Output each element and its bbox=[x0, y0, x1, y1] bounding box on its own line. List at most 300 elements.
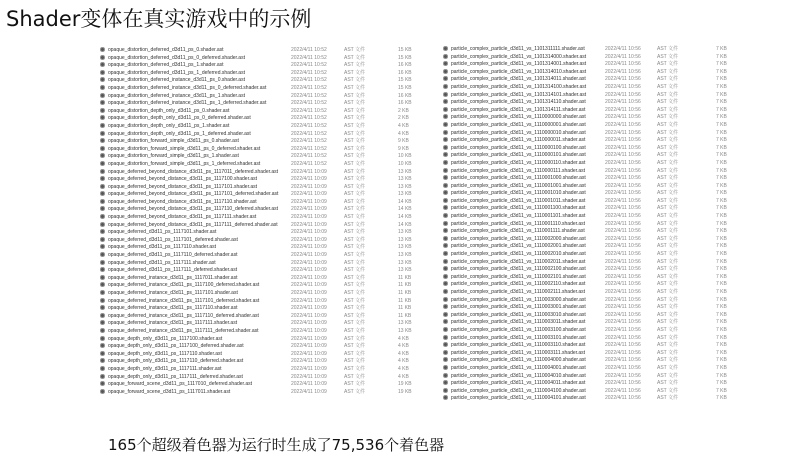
file-name: particle_complex_particle_d3d11_vs_1110002111.shader.ast bbox=[451, 289, 586, 295]
file-size: 13 KB bbox=[398, 259, 412, 266]
file-size: 4 KB bbox=[398, 130, 409, 137]
file-size: 7 KB bbox=[716, 281, 727, 288]
file-row[interactable] bbox=[443, 107, 743, 115]
file-row[interactable] bbox=[100, 100, 420, 108]
file-type: AST 文件 bbox=[657, 319, 679, 326]
file-type: AST 文件 bbox=[657, 137, 679, 144]
file-size: 7 KB bbox=[716, 99, 727, 106]
file-type: AST 文件 bbox=[344, 320, 366, 327]
file-row[interactable] bbox=[443, 373, 743, 381]
file-row[interactable] bbox=[100, 146, 420, 154]
file-date: 2022/4/11 10:52 bbox=[291, 69, 327, 76]
file-row[interactable] bbox=[100, 184, 420, 192]
file-type: AST 文件 bbox=[344, 92, 366, 99]
file-type: AST 文件 bbox=[657, 349, 679, 356]
file-icon bbox=[443, 122, 448, 127]
file-name: opaque_distortion_forward_simple_d3d11_ps_0.shader.ast bbox=[108, 138, 239, 145]
file-name: particle_complex_particle_d3d11_vs_1110000100.shader.ast bbox=[451, 144, 586, 151]
file-name: particle_complex_particle_d3d11_vs_1101311111.shader.ast bbox=[451, 46, 585, 52]
file-row[interactable] bbox=[100, 108, 420, 116]
file-date: 2022/4/11 10:09 bbox=[291, 274, 327, 281]
file-date: 2022/4/11 10:56 bbox=[605, 137, 641, 144]
file-date: 2022/4/11 10:09 bbox=[291, 358, 327, 365]
file-icon bbox=[100, 77, 105, 82]
file-type: AST 文件 bbox=[344, 259, 366, 266]
file-size: 4 KB bbox=[398, 350, 409, 357]
file-size: 7 KB bbox=[716, 53, 727, 60]
file-row[interactable] bbox=[100, 85, 420, 93]
file-name: particle_complex_particle_d3d11_vs_1110001011.shader.ast bbox=[451, 197, 586, 204]
file-name: opaque_distortion_forward_simple_d3d11_ps_1.shader.ast bbox=[108, 153, 239, 160]
file-size: 2 KB bbox=[398, 115, 409, 122]
file-type: AST 文件 bbox=[657, 152, 679, 159]
file-size: 4 KB bbox=[398, 335, 409, 342]
file-row[interactable] bbox=[443, 274, 743, 282]
file-name: opaque_deferred_beyond_distance_d3d11_ps_1117101.shader.ast bbox=[108, 183, 258, 190]
file-type: AST 文件 bbox=[344, 47, 366, 53]
left-file-list bbox=[100, 47, 420, 396]
file-date: 2022/4/11 10:56 bbox=[605, 266, 641, 273]
file-row[interactable] bbox=[100, 336, 420, 344]
file-icon bbox=[100, 374, 105, 379]
file-row[interactable] bbox=[443, 327, 743, 335]
file-row[interactable] bbox=[100, 176, 420, 184]
file-row[interactable] bbox=[100, 358, 420, 366]
file-name: opaque_distortion_deferred_d3d11_ps_0.shader.ast bbox=[108, 47, 224, 53]
file-row[interactable] bbox=[443, 312, 743, 320]
file-name: particle_complex_particle_d3d11_vs_1101314010.shader.ast bbox=[451, 68, 587, 75]
file-date: 2022/4/11 10:09 bbox=[291, 183, 327, 190]
file-name: particle_complex_particle_d3d11_vs_1110004100.shader.ast bbox=[451, 387, 586, 394]
file-name: particle_complex_particle_d3d11_vs_1110003110.shader.ast bbox=[451, 342, 586, 349]
file-row[interactable] bbox=[443, 92, 743, 100]
file-row[interactable] bbox=[100, 93, 420, 101]
file-row[interactable] bbox=[443, 335, 743, 343]
file-row[interactable] bbox=[443, 380, 743, 388]
file-type: AST 文件 bbox=[657, 213, 679, 220]
file-row[interactable] bbox=[100, 153, 420, 161]
file-type: AST 文件 bbox=[657, 364, 679, 371]
file-row[interactable] bbox=[100, 115, 420, 123]
file-date: 2022/4/11 10:09 bbox=[291, 327, 327, 334]
file-date: 2022/4/11 10:09 bbox=[291, 259, 327, 266]
file-name: particle_complex_particle_d3d11_vs_1110000110.shader.ast bbox=[451, 159, 586, 166]
file-size: 10 KB bbox=[398, 153, 412, 160]
file-row[interactable] bbox=[100, 169, 420, 177]
file-row[interactable] bbox=[100, 138, 420, 146]
file-type: AST 文件 bbox=[344, 388, 366, 395]
file-size: 7 KB bbox=[716, 319, 727, 326]
file-name: particle_complex_particle_d3d11_vs_1110000010.shader.ast bbox=[451, 129, 586, 136]
file-date: 2022/4/11 10:09 bbox=[291, 198, 327, 205]
file-row[interactable] bbox=[443, 160, 743, 168]
file-size: 7 KB bbox=[716, 251, 727, 258]
file-row[interactable] bbox=[443, 168, 743, 176]
file-type: AST 文件 bbox=[344, 62, 366, 69]
file-row[interactable] bbox=[443, 76, 743, 84]
file-date: 2022/4/11 10:09 bbox=[291, 236, 327, 243]
file-row[interactable] bbox=[100, 77, 420, 85]
file-row[interactable] bbox=[443, 213, 743, 221]
file-size: 7 KB bbox=[716, 68, 727, 75]
file-name: opaque_deferred_beyond_distance_d3d11_ps_1117110.shader.ast bbox=[108, 198, 257, 205]
file-date: 2022/4/11 10:09 bbox=[291, 290, 327, 296]
file-type: AST 文件 bbox=[657, 167, 679, 174]
file-date: 2022/4/11 10:09 bbox=[291, 267, 327, 274]
file-name: particle_complex_particle_d3d11_vs_1110001110.shader.ast bbox=[451, 220, 586, 227]
file-type: AST 文件 bbox=[657, 258, 679, 265]
file-icon bbox=[100, 336, 105, 341]
file-date: 2022/4/11 10:56 bbox=[605, 342, 641, 349]
file-date: 2022/4/11 10:09 bbox=[291, 229, 327, 236]
file-size: 7 KB bbox=[716, 243, 727, 250]
file-type: AST 文件 bbox=[657, 99, 679, 106]
file-type: AST 文件 bbox=[344, 312, 366, 319]
file-row[interactable] bbox=[100, 62, 420, 70]
file-type: AST 文件 bbox=[344, 176, 366, 183]
file-row[interactable] bbox=[443, 84, 743, 92]
file-size: 9 KB bbox=[398, 145, 409, 152]
file-row[interactable] bbox=[443, 281, 743, 289]
file-name: particle_complex_particle_d3d11_vs_1110004101.shader.ast bbox=[451, 395, 586, 402]
file-row[interactable] bbox=[100, 267, 420, 275]
file-icon bbox=[100, 169, 105, 174]
file-date: 2022/4/11 10:56 bbox=[605, 205, 641, 212]
file-row[interactable] bbox=[443, 114, 743, 122]
file-size: 7 KB bbox=[716, 137, 727, 144]
file-size: 11 KB bbox=[398, 305, 412, 312]
file-name: particle_complex_particle_d3d11_vs_1110003001.shader.ast bbox=[451, 304, 586, 311]
file-name: particle_complex_particle_d3d11_vs_1110001100.shader.ast bbox=[451, 205, 586, 212]
file-row[interactable] bbox=[100, 381, 420, 389]
file-name: particle_complex_particle_d3d11_vs_1101314101.shader.ast bbox=[451, 91, 587, 98]
file-name: particle_complex_particle_d3d11_vs_1110001101.shader.ast bbox=[451, 213, 586, 220]
file-name: particle_complex_particle_d3d11_vs_1101314111.shader.ast bbox=[451, 106, 586, 113]
file-icon bbox=[443, 168, 448, 173]
file-icon bbox=[443, 228, 448, 233]
file-name: particle_complex_particle_d3d11_vs_1110004011.shader.ast bbox=[451, 380, 586, 387]
file-icon bbox=[100, 252, 105, 257]
file-date: 2022/4/11 10:56 bbox=[605, 114, 641, 121]
file-row[interactable] bbox=[100, 366, 420, 374]
file-icon bbox=[100, 85, 105, 90]
file-icon bbox=[100, 343, 105, 348]
file-icon bbox=[443, 281, 448, 286]
file-type: AST 文件 bbox=[344, 69, 366, 76]
file-size: 7 KB bbox=[716, 357, 727, 364]
file-date: 2022/4/11 10:56 bbox=[605, 182, 641, 189]
file-type: AST 文件 bbox=[657, 114, 679, 121]
file-size: 16 KB bbox=[398, 92, 412, 99]
file-size: 7 KB bbox=[716, 220, 727, 227]
file-row[interactable] bbox=[100, 305, 420, 313]
file-icon bbox=[443, 243, 448, 248]
file-row[interactable] bbox=[443, 145, 743, 153]
file-type: AST 文件 bbox=[344, 115, 366, 122]
file-size: 16 KB bbox=[398, 69, 412, 76]
file-row[interactable] bbox=[443, 365, 743, 373]
file-type: AST 文件 bbox=[657, 46, 679, 52]
file-date: 2022/4/11 10:09 bbox=[291, 191, 327, 198]
file-type: AST 文件 bbox=[344, 327, 366, 334]
file-name: opaque_deferred_d3d11_ps_1117110.shader.ast bbox=[108, 244, 217, 251]
file-row[interactable] bbox=[443, 319, 743, 327]
file-name: opaque_distortion_depth_only_d3d11_ps_0.shader.ast bbox=[108, 107, 230, 114]
file-type: AST 文件 bbox=[344, 274, 366, 281]
file-icon bbox=[443, 357, 448, 362]
file-date: 2022/4/11 10:56 bbox=[605, 220, 641, 227]
file-size: 13 KB bbox=[398, 244, 412, 251]
file-row[interactable] bbox=[100, 214, 420, 222]
file-name: particle_complex_particle_d3d11_vs_1110003000.shader.ast bbox=[451, 296, 586, 303]
file-type: AST 文件 bbox=[657, 175, 679, 182]
file-row[interactable] bbox=[100, 70, 420, 78]
file-name: opaque_deferred_instance_d3d11_ps_1117111_deferred.shader.ast bbox=[108, 327, 259, 334]
file-row[interactable] bbox=[443, 266, 743, 274]
file-row[interactable] bbox=[100, 161, 420, 169]
file-name: opaque_deferred_instance_d3d11_ps_1117110_deferred.shader.ast bbox=[108, 312, 259, 319]
file-name: opaque_deferred_instance_d3d11_ps_1117111.shader.ast bbox=[108, 320, 238, 327]
file-row[interactable] bbox=[443, 221, 743, 229]
file-row[interactable] bbox=[443, 228, 743, 236]
file-date: 2022/4/11 10:09 bbox=[291, 221, 327, 228]
file-size: 7 KB bbox=[716, 205, 727, 212]
file-name: particle_complex_particle_d3d11_vs_1110000011.shader.ast bbox=[451, 137, 586, 144]
file-type: AST 文件 bbox=[657, 304, 679, 311]
file-row[interactable] bbox=[100, 290, 420, 298]
file-row[interactable] bbox=[100, 47, 420, 55]
file-icon bbox=[100, 161, 105, 166]
file-name: opaque_distortion_depth_only_d3d11_ps_0_deferred.shader.ast bbox=[108, 115, 251, 122]
file-date: 2022/4/11 10:52 bbox=[291, 54, 327, 61]
file-name: opaque_distortion_deferred_d3d11_ps_1_deferred.shader.ast bbox=[108, 69, 245, 76]
file-date: 2022/4/11 10:09 bbox=[291, 312, 327, 319]
file-name: opaque_distortion_deferred_instance_d3d11_ps_0.shader.ast bbox=[108, 77, 245, 84]
file-icon bbox=[100, 222, 105, 227]
file-date: 2022/4/11 10:52 bbox=[291, 62, 327, 69]
file-row[interactable] bbox=[443, 357, 743, 365]
file-type: AST 文件 bbox=[344, 191, 366, 198]
file-name: particle_complex_particle_d3d11_vs_1110002011.shader.ast bbox=[451, 258, 586, 265]
file-row[interactable] bbox=[443, 61, 743, 69]
file-row[interactable] bbox=[443, 236, 743, 244]
file-icon bbox=[100, 115, 105, 120]
file-icon bbox=[100, 55, 105, 60]
file-row[interactable] bbox=[443, 205, 743, 213]
file-type: AST 文件 bbox=[657, 387, 679, 394]
file-name: particle_complex_particle_d3d11_vs_1101314001.shader.ast bbox=[451, 61, 587, 68]
file-row[interactable] bbox=[100, 123, 420, 131]
file-row[interactable] bbox=[443, 175, 743, 183]
file-type: AST 文件 bbox=[657, 91, 679, 98]
file-size: 7 KB bbox=[716, 152, 727, 159]
file-size: 7 KB bbox=[716, 326, 727, 333]
file-row[interactable] bbox=[100, 252, 420, 260]
file-row[interactable] bbox=[100, 282, 420, 290]
file-name: opaque_deferred_beyond_distance_d3d11_ps_1117011_deferred.shader.ast bbox=[108, 168, 279, 175]
file-row[interactable] bbox=[443, 99, 743, 107]
file-date: 2022/4/11 10:56 bbox=[605, 190, 641, 197]
file-row[interactable] bbox=[443, 69, 743, 77]
file-name: particle_complex_particle_d3d11_vs_1110004001.shader.ast bbox=[451, 364, 586, 371]
file-type: AST 文件 bbox=[344, 206, 366, 213]
file-row[interactable] bbox=[100, 229, 420, 237]
file-row[interactable] bbox=[443, 259, 743, 267]
file-date: 2022/4/11 10:56 bbox=[605, 319, 641, 326]
file-size: 7 KB bbox=[716, 296, 727, 303]
file-row[interactable] bbox=[100, 55, 420, 63]
file-row[interactable] bbox=[443, 130, 743, 138]
file-type: AST 文件 bbox=[344, 381, 366, 388]
file-icon bbox=[100, 108, 105, 113]
file-size: 9 KB bbox=[398, 138, 409, 145]
file-icon bbox=[443, 259, 448, 264]
file-type: AST 文件 bbox=[657, 334, 679, 341]
file-size: 7 KB bbox=[716, 46, 727, 52]
file-size: 13 KB bbox=[398, 327, 412, 334]
file-icon bbox=[100, 184, 105, 189]
file-row[interactable] bbox=[443, 198, 743, 206]
file-row[interactable] bbox=[443, 395, 743, 403]
file-name: opaque_distortion_forward_simple_d3d11_ps_1_deferred.shader.ast bbox=[108, 160, 261, 167]
file-row[interactable] bbox=[100, 343, 420, 351]
file-size: 13 KB bbox=[398, 267, 412, 274]
file-size: 16 KB bbox=[398, 62, 412, 69]
file-size: 15 KB bbox=[398, 54, 412, 61]
file-type: AST 文件 bbox=[657, 76, 679, 83]
file-type: AST 文件 bbox=[657, 205, 679, 212]
file-row[interactable] bbox=[100, 328, 420, 336]
file-row[interactable] bbox=[100, 206, 420, 214]
file-date: 2022/4/11 10:56 bbox=[605, 175, 641, 182]
file-icon bbox=[100, 191, 105, 196]
file-size: 13 KB bbox=[398, 183, 412, 190]
file-date: 2022/4/11 10:09 bbox=[291, 176, 327, 183]
file-type: AST 文件 bbox=[344, 160, 366, 167]
file-icon bbox=[443, 266, 448, 271]
file-type: AST 文件 bbox=[344, 358, 366, 365]
file-type: AST 文件 bbox=[344, 252, 366, 259]
file-name: particle_complex_particle_d3d11_vs_1110003010.shader.ast bbox=[451, 311, 586, 318]
file-name: opaque_deferred_instance_d3d11_ps_1117100_deferred.shader.ast bbox=[108, 282, 260, 289]
file-row[interactable] bbox=[100, 260, 420, 268]
file-row[interactable] bbox=[100, 351, 420, 359]
file-name: particle_complex_particle_d3d11_vs_1110003111.shader.ast bbox=[451, 349, 586, 356]
file-type: AST 文件 bbox=[657, 326, 679, 333]
file-row[interactable] bbox=[100, 313, 420, 321]
file-icon bbox=[100, 290, 105, 295]
file-size: 13 KB bbox=[398, 229, 412, 236]
file-name: particle_complex_particle_d3d11_vs_1110002001.shader.ast bbox=[451, 243, 586, 250]
file-size: 11 KB bbox=[398, 290, 412, 296]
file-name: opaque_deferred_beyond_distance_d3d11_ps_1117111_deferred.shader.ast bbox=[108, 221, 278, 228]
file-icon bbox=[443, 190, 448, 195]
file-icon bbox=[100, 244, 105, 249]
file-icon bbox=[443, 152, 448, 157]
file-date: 2022/4/11 10:56 bbox=[605, 167, 641, 174]
file-size: 14 KB bbox=[398, 221, 412, 228]
file-row[interactable] bbox=[443, 251, 743, 259]
file-name: opaque_forward_scene_d3d11_ps_1117011.shader.ast bbox=[108, 388, 231, 395]
file-name: opaque_deferred_d3d11_ps_1117111_deferred.shader.ast bbox=[108, 267, 238, 274]
file-icon bbox=[100, 206, 105, 211]
file-date: 2022/4/11 10:56 bbox=[605, 326, 641, 333]
file-size: 16 KB bbox=[398, 100, 412, 107]
file-row[interactable] bbox=[100, 199, 420, 207]
file-row[interactable] bbox=[443, 350, 743, 358]
file-row[interactable] bbox=[100, 374, 420, 382]
file-size: 7 KB bbox=[716, 228, 727, 235]
file-type: AST 文件 bbox=[657, 61, 679, 68]
file-row[interactable] bbox=[443, 388, 743, 396]
file-type: AST 文件 bbox=[344, 297, 366, 304]
file-type: AST 文件 bbox=[657, 372, 679, 379]
file-row[interactable] bbox=[443, 297, 743, 305]
file-type: AST 文件 bbox=[657, 106, 679, 113]
file-row[interactable] bbox=[100, 244, 420, 252]
file-date: 2022/4/11 10:56 bbox=[605, 380, 641, 387]
file-row[interactable] bbox=[443, 190, 743, 198]
file-row[interactable] bbox=[100, 298, 420, 306]
file-size: 7 KB bbox=[716, 235, 727, 242]
file-icon bbox=[443, 137, 448, 142]
file-type: AST 文件 bbox=[344, 290, 366, 296]
file-type: AST 文件 bbox=[657, 235, 679, 242]
file-row[interactable] bbox=[443, 122, 743, 130]
file-type: AST 文件 bbox=[657, 144, 679, 151]
file-row[interactable] bbox=[100, 131, 420, 139]
file-size: 7 KB bbox=[716, 334, 727, 341]
file-type: AST 文件 bbox=[344, 77, 366, 84]
file-row[interactable] bbox=[100, 389, 420, 397]
file-type: AST 文件 bbox=[657, 357, 679, 364]
file-row[interactable] bbox=[443, 183, 743, 191]
file-row[interactable] bbox=[443, 304, 743, 312]
file-date: 2022/4/11 10:56 bbox=[605, 213, 641, 220]
file-row[interactable] bbox=[443, 137, 743, 145]
file-row[interactable] bbox=[100, 320, 420, 328]
file-row[interactable] bbox=[443, 342, 743, 350]
file-name: opaque_forward_scene_d3d11_ps_1117010_deferred.shader.ast bbox=[108, 381, 253, 388]
file-size: 14 KB bbox=[398, 206, 412, 213]
file-size: 7 KB bbox=[716, 311, 727, 318]
file-row[interactable] bbox=[100, 275, 420, 283]
file-row[interactable] bbox=[443, 289, 743, 297]
file-type: AST 文件 bbox=[344, 236, 366, 243]
file-icon bbox=[443, 388, 448, 393]
file-row[interactable] bbox=[443, 46, 743, 54]
file-row[interactable] bbox=[443, 54, 743, 62]
file-row[interactable] bbox=[443, 243, 743, 251]
file-date: 2022/4/11 10:56 bbox=[605, 99, 641, 106]
file-row[interactable] bbox=[100, 222, 420, 230]
file-size: 4 KB bbox=[398, 373, 409, 380]
file-type: AST 文件 bbox=[657, 296, 679, 303]
file-name: opaque_deferred_instance_d3d11_ps_1117101_deferred.shader.ast bbox=[108, 297, 260, 304]
file-date: 2022/4/11 10:56 bbox=[605, 121, 641, 128]
file-type: AST 文件 bbox=[344, 365, 366, 372]
file-size: 19 KB bbox=[398, 388, 412, 395]
file-row[interactable] bbox=[443, 152, 743, 160]
file-date: 2022/4/11 10:56 bbox=[605, 357, 641, 364]
file-type: AST 文件 bbox=[657, 197, 679, 204]
file-row[interactable] bbox=[100, 191, 420, 199]
file-date: 2022/4/11 10:56 bbox=[605, 372, 641, 379]
file-size: 7 KB bbox=[716, 258, 727, 265]
file-size: 13 KB bbox=[398, 176, 412, 183]
file-row[interactable] bbox=[100, 237, 420, 245]
file-date: 2022/4/11 10:56 bbox=[605, 159, 641, 166]
